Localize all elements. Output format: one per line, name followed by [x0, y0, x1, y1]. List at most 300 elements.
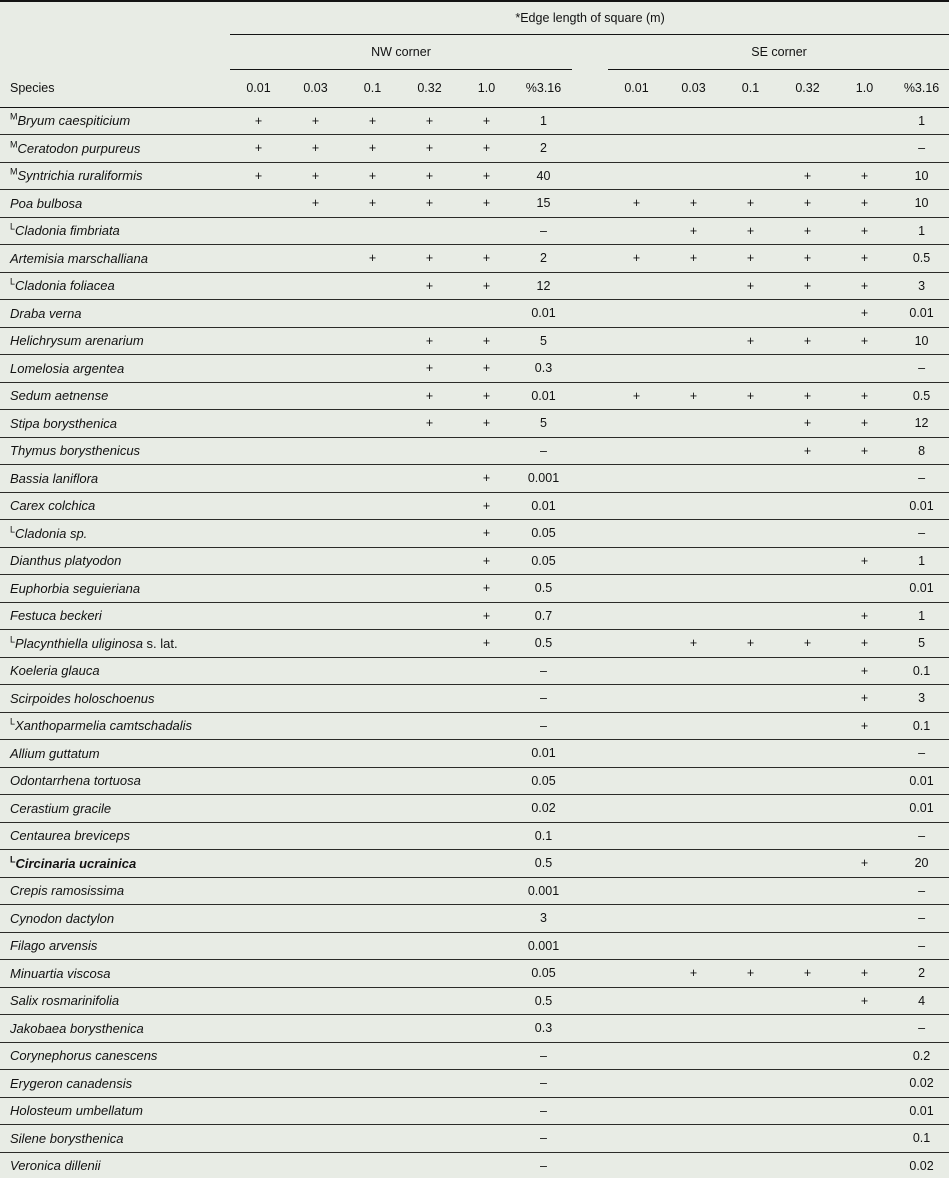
value-cell	[401, 1152, 458, 1178]
species-latin-name: Centaurea breviceps	[10, 828, 130, 844]
value-cell: +	[779, 217, 836, 245]
value-cell: +	[722, 327, 779, 355]
spanner-row	[0, 1, 949, 34]
value-cell	[608, 300, 665, 328]
value-cell: 0.3	[515, 1015, 572, 1043]
value-cell: 0.3	[515, 355, 572, 383]
value-cell: 0.001	[515, 877, 572, 905]
value-cell	[779, 1042, 836, 1070]
species-name	[0, 1152, 230, 1178]
table-row	[0, 712, 949, 740]
value-cell	[665, 987, 722, 1015]
value-cell: 0.05	[515, 767, 572, 795]
value-cell	[230, 245, 287, 273]
value-cell	[779, 850, 836, 878]
value-cell	[344, 712, 401, 740]
value-cell	[401, 767, 458, 795]
species-latin-name: Xanthoparmelia camtschadalis	[15, 718, 193, 734]
value-cell: +	[836, 630, 893, 658]
se-col-header-0.01: 0.01	[608, 69, 665, 107]
value-cell: +	[779, 190, 836, 218]
value-cell: 0.01	[893, 795, 949, 823]
value-cell	[779, 1070, 836, 1098]
value-cell: +	[836, 685, 893, 713]
gap-cell	[572, 877, 608, 905]
nw-col-header-0.01: 0.01	[230, 69, 287, 107]
value-cell	[665, 327, 722, 355]
value-cell	[458, 1152, 515, 1178]
value-cell	[458, 740, 515, 768]
value-cell: +	[779, 437, 836, 465]
species-latin-name: Jakobaea borysthenica	[10, 1020, 144, 1036]
value-cell	[779, 822, 836, 850]
value-cell	[779, 767, 836, 795]
species-name	[0, 575, 230, 603]
gap-cell	[572, 795, 608, 823]
value-cell: +	[458, 327, 515, 355]
species-name	[0, 1097, 230, 1125]
value-cell	[608, 272, 665, 300]
gap-cell	[572, 960, 608, 988]
value-cell: 1	[515, 107, 572, 135]
se-col-header-1.0: 1.0	[836, 69, 893, 107]
species-latin-name: Holosteum umbellatum	[10, 1103, 143, 1119]
value-cell	[836, 932, 893, 960]
se-col-header-0.1: 0.1	[722, 69, 779, 107]
value-cell	[287, 245, 344, 273]
gap-cell	[572, 575, 608, 603]
value-cell: +	[344, 245, 401, 273]
value-cell	[287, 987, 344, 1015]
value-cell	[779, 465, 836, 493]
value-cell	[665, 1097, 722, 1125]
value-cell	[779, 795, 836, 823]
species-name	[0, 437, 230, 465]
value-cell	[458, 877, 515, 905]
table-row	[0, 162, 949, 190]
table-row	[0, 355, 949, 383]
value-cell	[665, 740, 722, 768]
value-cell: +	[344, 162, 401, 190]
value-cell	[722, 767, 779, 795]
value-cell: +	[401, 410, 458, 438]
value-cell	[458, 1015, 515, 1043]
value-cell	[458, 905, 515, 933]
nw-col-header-%3.16: %3.16	[515, 69, 572, 107]
species-latin-name: Cladonia fimbriata	[15, 223, 120, 239]
value-cell	[230, 300, 287, 328]
table-row	[0, 1152, 949, 1178]
species-name	[0, 327, 230, 355]
table-row	[0, 245, 949, 273]
value-cell: +	[458, 630, 515, 658]
value-cell	[722, 1042, 779, 1070]
species-name	[0, 602, 230, 630]
value-cell	[722, 602, 779, 630]
value-cell	[401, 1070, 458, 1098]
value-cell	[344, 767, 401, 795]
value-cell	[608, 547, 665, 575]
species-prefix: L	[10, 716, 16, 727]
value-cell	[608, 740, 665, 768]
value-cell: 0.02	[515, 795, 572, 823]
species-latin-name: Helichrysum arenarium	[10, 333, 144, 349]
table-row	[0, 795, 949, 823]
value-cell	[230, 932, 287, 960]
value-cell: +	[836, 382, 893, 410]
value-cell	[608, 905, 665, 933]
value-cell	[287, 1097, 344, 1125]
value-cell	[344, 685, 401, 713]
value-cell	[722, 712, 779, 740]
value-cell	[722, 1097, 779, 1125]
value-cell: +	[458, 272, 515, 300]
value-cell	[287, 1125, 344, 1153]
value-cell	[287, 465, 344, 493]
value-cell	[344, 437, 401, 465]
value-cell: 0.01	[515, 740, 572, 768]
value-cell	[344, 272, 401, 300]
value-cell: +	[779, 630, 836, 658]
value-cell	[230, 1042, 287, 1070]
group-blank	[0, 34, 230, 69]
nw-col-header-0.32: 0.32	[401, 69, 458, 107]
value-cell	[458, 1070, 515, 1098]
gap-cell	[572, 1152, 608, 1178]
species-latin-name: Dianthus platyodon	[10, 553, 122, 569]
value-cell	[458, 822, 515, 850]
value-cell: +	[836, 272, 893, 300]
value-cell: 2	[515, 245, 572, 273]
value-cell: 0.01	[515, 382, 572, 410]
value-cell	[722, 492, 779, 520]
value-cell: +	[458, 355, 515, 383]
value-cell: 0.5	[515, 575, 572, 603]
species-name	[0, 1042, 230, 1070]
value-cell	[230, 382, 287, 410]
value-cell	[779, 575, 836, 603]
value-cell	[665, 1070, 722, 1098]
species-name	[0, 162, 230, 190]
value-cell	[230, 602, 287, 630]
value-cell	[722, 355, 779, 383]
table-row	[0, 547, 949, 575]
value-cell	[344, 300, 401, 328]
species-latin-name: Erygeron canadensis	[10, 1075, 133, 1091]
value-cell	[722, 437, 779, 465]
value-cell: –	[515, 712, 572, 740]
table-row	[0, 190, 949, 218]
value-cell	[230, 355, 287, 383]
value-cell	[722, 1070, 779, 1098]
species-prefix: L	[10, 854, 16, 865]
value-cell	[836, 1152, 893, 1178]
species-prefix: L	[10, 634, 16, 645]
value-cell	[401, 877, 458, 905]
value-cell	[608, 575, 665, 603]
value-cell	[779, 657, 836, 685]
value-cell	[287, 740, 344, 768]
gap-cell	[572, 630, 608, 658]
value-cell	[779, 135, 836, 163]
value-cell	[230, 575, 287, 603]
value-cell	[287, 685, 344, 713]
value-cell	[608, 1015, 665, 1043]
value-cell	[722, 410, 779, 438]
value-cell: +	[458, 520, 515, 548]
value-cell: +	[458, 410, 515, 438]
table-row	[0, 520, 949, 548]
value-cell	[401, 932, 458, 960]
value-cell	[230, 905, 287, 933]
value-cell	[779, 712, 836, 740]
value-cell	[836, 135, 893, 163]
value-cell: +	[836, 602, 893, 630]
gap-cell	[572, 465, 608, 493]
value-cell: +	[401, 355, 458, 383]
value-cell: 40	[515, 162, 572, 190]
value-cell: 1	[893, 602, 949, 630]
value-cell	[401, 630, 458, 658]
species-name	[0, 355, 230, 383]
value-cell	[287, 960, 344, 988]
value-cell	[230, 1125, 287, 1153]
species-name	[0, 1070, 230, 1098]
gap-cell	[572, 492, 608, 520]
nw-col-header-0.03: 0.03	[287, 69, 344, 107]
value-cell: +	[836, 190, 893, 218]
table-row	[0, 437, 949, 465]
value-cell: 12	[893, 410, 949, 438]
value-cell	[287, 492, 344, 520]
table-row	[0, 850, 949, 878]
value-cell	[836, 107, 893, 135]
value-cell: 0.5	[893, 245, 949, 273]
species-latin-name: Corynephorus canescens	[10, 1048, 158, 1064]
value-cell: +	[665, 217, 722, 245]
value-cell	[722, 1015, 779, 1043]
value-cell	[344, 355, 401, 383]
gap-cell	[572, 740, 608, 768]
value-cell	[344, 740, 401, 768]
value-cell	[608, 712, 665, 740]
value-cell	[608, 960, 665, 988]
gap-cell	[572, 1042, 608, 1070]
value-cell: 0.1	[893, 712, 949, 740]
value-cell	[608, 1070, 665, 1098]
value-cell: 0.01	[515, 300, 572, 328]
value-cell	[779, 987, 836, 1015]
species-latin-name: Poa bulbosa	[10, 195, 83, 211]
value-cell	[722, 107, 779, 135]
table-row	[0, 960, 949, 988]
species-latin-name: Ceratodon purpureus	[17, 140, 141, 156]
table-row	[0, 107, 949, 135]
species-name	[0, 410, 230, 438]
value-cell	[722, 987, 779, 1015]
value-cell: 0.5	[893, 382, 949, 410]
value-cell	[836, 905, 893, 933]
value-cell: +	[779, 327, 836, 355]
value-cell	[344, 1097, 401, 1125]
value-cell	[287, 575, 344, 603]
value-cell: +	[722, 960, 779, 988]
value-cell	[287, 547, 344, 575]
value-cell	[401, 1015, 458, 1043]
value-cell: 0.02	[893, 1152, 949, 1178]
value-cell: +	[608, 245, 665, 273]
value-cell: 0.5	[515, 850, 572, 878]
value-cell: 0.01	[893, 575, 949, 603]
value-cell: +	[287, 162, 344, 190]
species-latin-name: Minuartia viscosa	[10, 965, 111, 981]
value-cell	[665, 822, 722, 850]
nw-col-header-1.0: 1.0	[458, 69, 515, 107]
table-row	[0, 135, 949, 163]
species-prefix: M	[10, 166, 18, 177]
value-cell: –	[893, 520, 949, 548]
species-latin-name: Veronica dillenii	[10, 1158, 101, 1174]
value-cell: 0.5	[515, 630, 572, 658]
value-cell: 0.05	[515, 547, 572, 575]
species-latin-name: Silene borysthenica	[10, 1130, 124, 1146]
value-cell	[836, 355, 893, 383]
value-cell	[608, 1097, 665, 1125]
se-col-header-0.03: 0.03	[665, 69, 722, 107]
value-cell: +	[665, 190, 722, 218]
value-cell	[836, 1042, 893, 1070]
value-cell: +	[401, 382, 458, 410]
value-cell	[344, 795, 401, 823]
value-cell	[779, 602, 836, 630]
value-cell	[779, 1125, 836, 1153]
gap-cell	[572, 657, 608, 685]
value-cell	[458, 657, 515, 685]
value-cell	[287, 877, 344, 905]
value-cell	[401, 547, 458, 575]
species-name	[0, 217, 230, 245]
species-name	[0, 190, 230, 218]
value-cell: +	[665, 960, 722, 988]
value-cell	[722, 135, 779, 163]
value-cell: 0.01	[893, 767, 949, 795]
table-row	[0, 1042, 949, 1070]
species-latin-name: Draba verna	[10, 305, 82, 321]
table-row	[0, 630, 949, 658]
value-cell	[458, 850, 515, 878]
value-cell	[779, 877, 836, 905]
value-cell: +	[230, 107, 287, 135]
value-cell	[344, 657, 401, 685]
value-cell	[230, 520, 287, 548]
value-cell	[230, 630, 287, 658]
value-cell: 3	[893, 685, 949, 713]
value-cell	[287, 712, 344, 740]
species-latin-name: Lomelosia argentea	[10, 360, 125, 376]
gap-cell	[572, 547, 608, 575]
value-cell: +	[608, 382, 665, 410]
value-cell: +	[836, 437, 893, 465]
value-cell	[608, 162, 665, 190]
value-cell: 0.01	[893, 1097, 949, 1125]
value-cell: –	[893, 932, 949, 960]
value-cell	[665, 355, 722, 383]
value-cell	[344, 547, 401, 575]
value-cell: +	[779, 245, 836, 273]
value-cell	[836, 1070, 893, 1098]
value-cell	[836, 877, 893, 905]
value-cell	[230, 850, 287, 878]
value-cell	[665, 932, 722, 960]
value-cell	[722, 575, 779, 603]
gap-cell	[572, 437, 608, 465]
value-cell: +	[722, 272, 779, 300]
value-cell	[608, 217, 665, 245]
species-name	[0, 657, 230, 685]
value-cell	[230, 465, 287, 493]
species-name	[0, 877, 230, 905]
value-cell	[344, 602, 401, 630]
value-cell: +	[458, 602, 515, 630]
value-cell	[836, 822, 893, 850]
value-cell: +	[458, 135, 515, 163]
table-row	[0, 382, 949, 410]
value-cell	[779, 905, 836, 933]
value-cell	[608, 685, 665, 713]
value-cell	[458, 767, 515, 795]
value-cell	[665, 410, 722, 438]
value-cell	[836, 520, 893, 548]
species-name	[0, 520, 230, 548]
value-cell	[401, 657, 458, 685]
value-cell	[722, 1125, 779, 1153]
value-cell: +	[836, 217, 893, 245]
table-row	[0, 327, 949, 355]
value-cell	[458, 685, 515, 713]
value-cell: –	[893, 740, 949, 768]
table-row	[0, 300, 949, 328]
species-latin-name: Allium guttatum	[10, 745, 100, 761]
gap-cell	[572, 217, 608, 245]
species-name	[0, 1015, 230, 1043]
value-cell	[287, 327, 344, 355]
value-cell	[344, 877, 401, 905]
value-cell	[230, 712, 287, 740]
species-latin-name: Carex colchica	[10, 498, 96, 514]
value-cell	[344, 850, 401, 878]
value-cell	[344, 327, 401, 355]
value-cell	[665, 492, 722, 520]
value-cell	[401, 217, 458, 245]
species-name	[0, 987, 230, 1015]
column-header-row	[0, 69, 949, 107]
value-cell: 5	[893, 630, 949, 658]
value-cell	[458, 1125, 515, 1153]
gap-cell	[572, 382, 608, 410]
value-cell	[608, 327, 665, 355]
value-cell: 0.1	[893, 657, 949, 685]
species-name	[0, 1125, 230, 1153]
value-cell	[230, 987, 287, 1015]
value-cell: +	[401, 272, 458, 300]
value-cell	[230, 960, 287, 988]
value-cell	[779, 1097, 836, 1125]
value-cell	[608, 520, 665, 548]
value-cell	[344, 905, 401, 933]
value-cell	[287, 630, 344, 658]
species-latin-name: Cynodon dactylon	[10, 910, 115, 926]
value-cell: +	[836, 850, 893, 878]
